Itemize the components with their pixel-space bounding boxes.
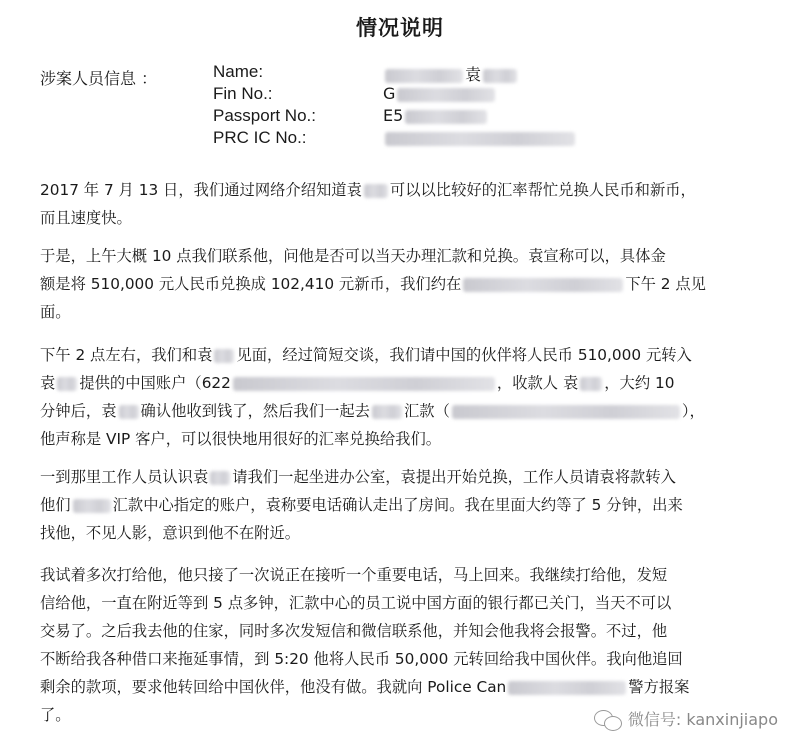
info-visible-text: 袁 [465,65,482,84]
text-line: 不断给我各种借口来拖延事情，到 5:20 他将人民币 50,000 元转回给我中国伙伴。我向他追回 [40,650,683,668]
redaction-blur [214,349,234,363]
redaction-blur [73,499,111,513]
redaction-blur [372,405,402,419]
paragraph-2 [40,242,760,326]
text-run: ）， [681,402,705,420]
text-line [40,270,760,298]
text-line: 而且速度快。 [40,209,132,227]
paragraph-3 [40,341,760,453]
text-line [40,369,760,397]
redaction-blur [233,377,495,391]
text-run: 下午 2 点见 [625,275,706,293]
text-run: 汇款（ [403,402,450,420]
wechat-watermark [594,707,778,730]
info-visible-text: E5 [383,106,404,125]
text-line: 我试着多次打给他，他只接了一次说正在接听一个重要电话，马上回来。我继续打给他，发短 [40,566,668,584]
info-key: Name: [213,62,264,81]
text-run: 可以以比较好的汇率帮忙兑换人民币和新币， [389,181,696,199]
text-line: 他声称是 VIP 客户，可以很快地用很好的汇率兑换给我们。 [40,430,442,448]
redaction-blur [463,278,623,292]
text-line: 交易了。之后我去他的住家，同时多次发短信和微信联系他，并知会他我将会报警。不过，他 [40,622,668,640]
text-line [40,341,760,369]
info-key: Passport No.: [213,106,316,125]
paragraph-1 [40,176,760,232]
document-title: 情况说明 [356,16,444,40]
redaction-blur [385,69,463,83]
text-run: 确认他收到钱了，然后我们一起去 [140,402,370,420]
redaction-blur [57,377,77,391]
redaction-blur [405,110,487,124]
info-value [383,106,489,125]
text-line: 了。 [40,706,71,724]
text-run: 额是将 510,000 元人民币兑换成 102,410 元新币，我们约在 [40,275,462,293]
text-run: 汇款中心指定的账户，袁称要电话确认走出了房间。我在里面大约等了 5 分钟，出来 [112,496,683,514]
text-line [40,673,760,701]
text-run: 分钟后，袁 [40,402,117,420]
text-line: 面。 [40,303,71,321]
text-run: 袁 [40,374,56,392]
redaction-blur [397,88,495,102]
redaction-blur [508,681,626,695]
info-value [383,62,519,85]
text-line [40,463,760,491]
info-value [383,128,577,147]
text-line [40,397,760,425]
text-run: 剩余的款项，要求他转回给中国伙伴，他没有做。我就向 Police Can [40,678,507,696]
text-run: ，大约 10 [604,374,675,392]
text-run: 下午 2 点左右，我们和袁 [40,346,213,364]
text-run: 2017 年 7 月 13 日，我们通过网络介绍知道袁 [40,181,362,199]
info-visible-text: G [383,84,396,103]
info-key: PRC IC No.: [213,128,307,147]
text-run: 一到那里工作人员认识袁 [40,468,209,486]
text-run: 请我们一起坐进办公室，袁提出开始兑换，工作人员请袁将款转入 [232,468,676,486]
redaction-blur [452,405,680,419]
text-run: ，收款人 袁 [496,374,579,392]
redaction-blur [119,405,139,419]
text-run: 见面，经过简短交谈，我们请中国的伙伴将人民币 510,000 元转入 [236,346,692,364]
redaction-blur [483,69,517,83]
redaction-blur [210,471,230,485]
redaction-blur [385,132,575,146]
watermark-text: 微信号: kanxinjiapo [627,710,778,729]
info-key: Fin No.: [213,84,273,103]
paragraph-4 [40,463,760,547]
text-run: 警方报案 [628,678,690,696]
text-line: 找他，不见人影，意识到他不在附近。 [40,524,301,542]
text-line: 信给他，一直在附近等到 5 点多钟，汇款中心的员工说中国方面的银行都已关门，当天不可以 [40,594,672,612]
redaction-blur [364,184,388,198]
paragraph-5 [40,561,760,729]
text-line: 于是，上午大概 10 点我们联系他，问他是否可以当天办理汇款和兑换。袁宣称可以，具体金 [40,247,666,265]
redaction-blur [580,377,602,391]
wechat-icon [594,708,622,730]
text-run: 提供的中国账户（622 [79,374,231,392]
text-run: 他们 [40,496,71,514]
text-line [40,176,760,204]
info-value [383,84,497,103]
text-line [40,491,760,519]
info-section-label: 涉案人员信息 ： [40,69,158,88]
